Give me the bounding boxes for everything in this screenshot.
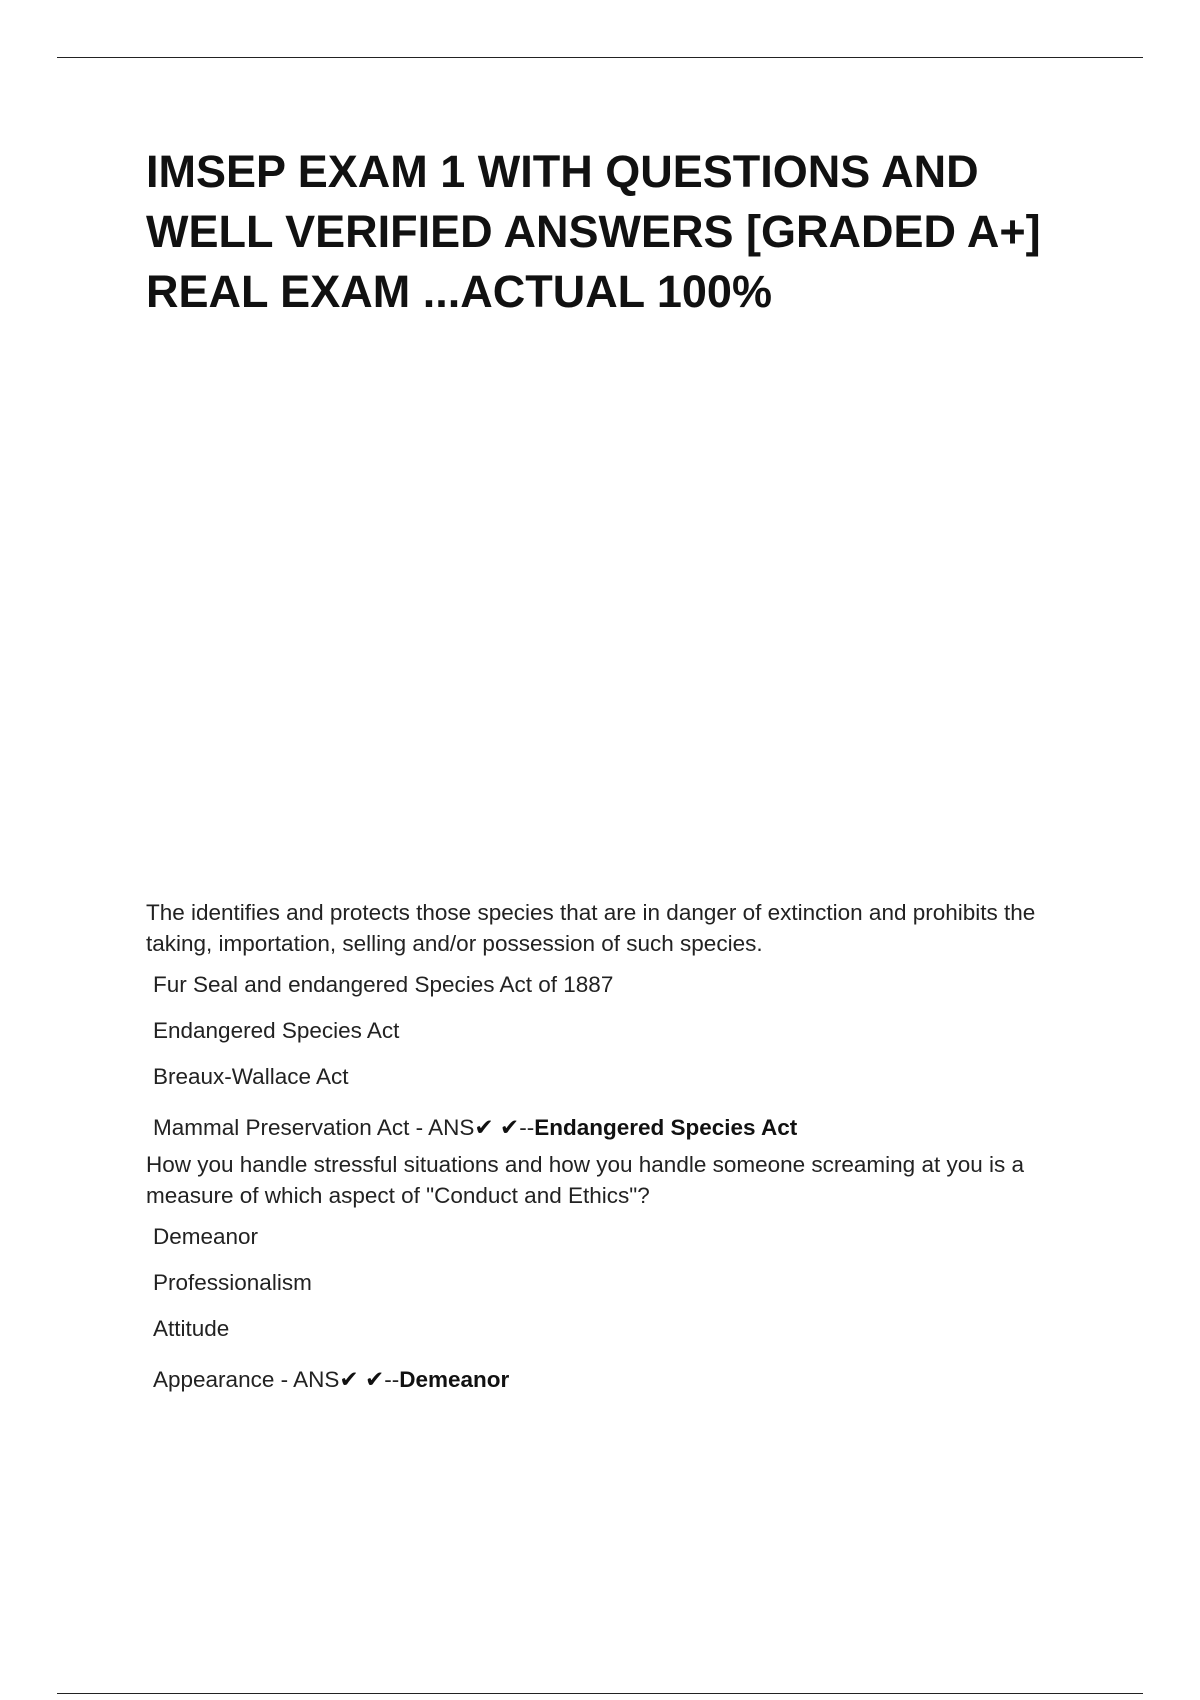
top-divider (57, 57, 1143, 58)
option-item: Demeanor (153, 1224, 259, 1249)
check-icon: ✔ (499, 1115, 520, 1141)
question-list (146, 897, 1086, 1395)
question-block-1 (146, 897, 1086, 1143)
correct-answer: Endangered Species Act (534, 1115, 798, 1140)
answer-separator: -- (384, 1367, 400, 1392)
options-list (146, 971, 1086, 1143)
option-item: Breaux-Wallace Act (153, 1064, 349, 1089)
answer-line (146, 1365, 1086, 1395)
question-text: How you handle stressful situations and how you handle someone screaming at you is a measure of which aspect of "Conduct and Ethics"? (146, 1152, 1025, 1208)
answer-separator: -- (519, 1115, 535, 1140)
answer-line (146, 1113, 1086, 1143)
question-block-2 (146, 1149, 1086, 1395)
option-item: Appearance (153, 1367, 275, 1392)
option-item: Endangered Species Act (153, 1018, 400, 1043)
question-text: The identifies and protects those species that are in danger of extinction and prohibits the taking, importation, selling and/or possession of such species. (146, 900, 1036, 956)
bottom-divider (57, 1693, 1143, 1694)
document-title: IMSEP EXAM 1 WITH QUESTIONS AND WELL VERIFIED ANSWERS [GRADED A+] REAL EXAM ...ACTUAL 100% (146, 146, 1041, 317)
options-list (146, 1223, 1086, 1395)
option-item: Mammal Preservation Act (153, 1115, 410, 1140)
option-item: Attitude (153, 1316, 230, 1341)
ans-marker: - ANS (274, 1367, 340, 1392)
check-icon: ✔ (339, 1367, 359, 1393)
option-item: Professionalism (153, 1270, 312, 1295)
ans-marker: - ANS (409, 1115, 475, 1140)
correct-answer: Demeanor (399, 1367, 510, 1392)
check-icon: ✔ (364, 1367, 385, 1393)
option-item: Fur Seal and endangered Species Act of 1887 (153, 972, 614, 997)
check-icon: ✔ (474, 1115, 494, 1141)
